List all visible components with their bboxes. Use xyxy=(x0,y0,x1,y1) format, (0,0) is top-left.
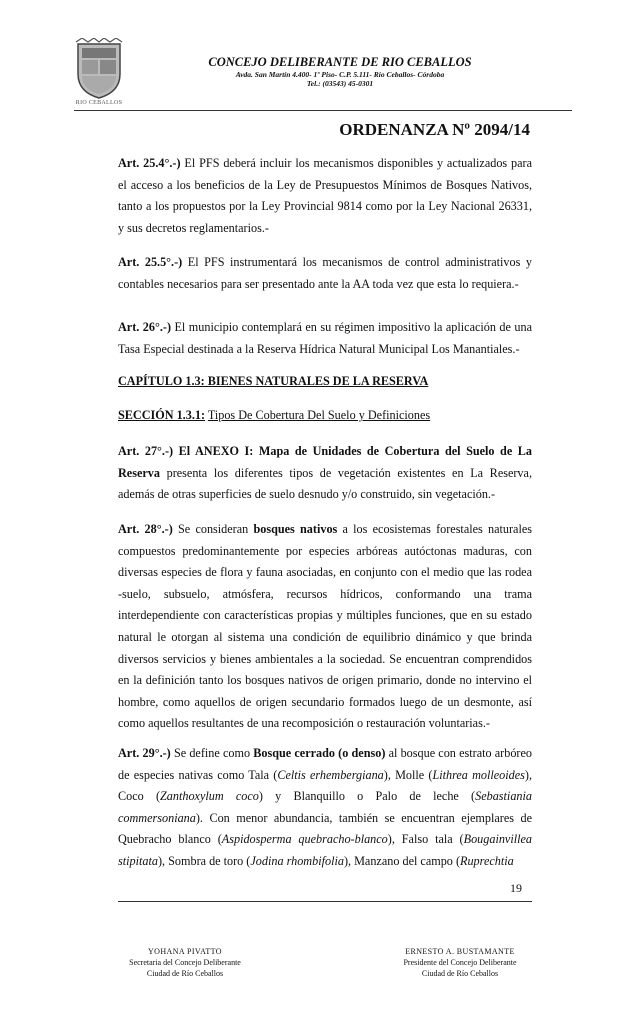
species-name: Zanthoxylum coco xyxy=(160,789,259,804)
crest-label: RIO CEBALLOS xyxy=(75,100,123,106)
article-bold-text: El ANEXO I: Mapa de Unidades de Cobertura del Suelo de La Reserva xyxy=(118,444,532,480)
species-name: Lithrea molleoides xyxy=(432,767,525,782)
article-29 xyxy=(118,743,532,873)
article-text: El PFS deberá incluir los mecanismos disponibles y actualizados para el acceso a los beneficios de la Ley de Presupuestos Mínimos de Bosques Nativos, tanto a los propuestos por la Ley Provincial 9814 como por la Ley Nacional 26331, y sus decretos reglamentarios.- xyxy=(118,156,532,235)
species-name: Aspidosperma quebracho-blanco xyxy=(221,832,388,847)
signature-block-secretary xyxy=(105,946,265,979)
article-27 xyxy=(118,441,532,506)
ordinance-title: ORDENANZA Nº 2094/14 xyxy=(339,120,530,139)
article-28 xyxy=(118,519,532,735)
article-bold-term: bosques nativos xyxy=(253,522,338,536)
article-text: El municipio contemplará en su régimen impositivo la aplicación de una Tasa Especial destinada a la Reserva Hídrica Natural Municipal Los Manantiales.- xyxy=(118,320,532,356)
signatory-place: Ciudad de Río Ceballos xyxy=(146,969,224,978)
article-26 xyxy=(118,317,532,360)
article-text: ), Sombra de toro ( xyxy=(157,853,251,868)
species-name: Celtis erhembergiana xyxy=(277,767,384,782)
article-text: ), Molle ( xyxy=(383,767,433,782)
section-title: Tipos De Cobertura Del Suelo y Definiciones xyxy=(207,408,431,422)
org-phone: Tel.: (03543) 45-0301 xyxy=(306,79,374,88)
article-bold-term: Bosque cerrado (o denso) xyxy=(253,746,386,760)
article-text-pre: Se consideran xyxy=(172,522,254,536)
species-name: Ruprechtia xyxy=(460,853,514,868)
org-name: CONCEJO DELIBERANTE DE RIO CEBALLOS xyxy=(208,55,472,69)
municipal-crest-logo xyxy=(74,38,124,100)
article-text: a los ecosistemas forestales naturales compuestos predominantemente por especies arbóreas autóctonas maduras, con diversas especies de flora y fauna asociadas, en conjunto con el medio que las rodea -suelo, subsuelo, atmósfera, recursos hídricos, conformando una trama interdependiente con características propias y múltiples funciones, que en su estado natural le otorgan al sistema una condición de equilibrio dinámico y que brinda diversos servicios y bienes ambientales a la sociedad. Se encuentran comprendidos en la definición tanto los bosques nativos de origen primario, donde no intervino el hombre, como aquellos de origen secundario formados luego de un desmonte, así como aquellos resultantes de una recomposición o restauración voluntarias.- xyxy=(118,522,532,731)
section-heading xyxy=(118,408,430,423)
page-number: 19 xyxy=(510,881,522,895)
species-name: Jodina rhombifolia xyxy=(250,853,344,868)
article-text: ), Manzano del campo ( xyxy=(343,853,461,868)
org-address: Avda. San Martín 4.400- 1º Piso- C.P. 5.111- Río Ceballos- Córdoba xyxy=(235,70,445,79)
article-25-4 xyxy=(118,153,532,239)
article-label: Art. 25.4°.-) xyxy=(118,156,181,170)
article-text-pre: Se define como xyxy=(170,746,254,760)
section-label: SECCIÓN 1.3.1: xyxy=(118,408,206,422)
article-label: Art. 27°.-) xyxy=(118,444,174,458)
article-text: ), Falso tala ( xyxy=(387,832,464,847)
article-text: El PFS instrumentará los mecanismos de control administrativos y contables necesarios para ser presentado ante la AA toda vez que esta lo requiera.- xyxy=(118,255,532,291)
signatory-place: Ciudad de Río Ceballos xyxy=(421,969,499,978)
article-text: presenta los diferentes tipos de vegetación existentes en La Reserva, además de otras superficies de suelo desnudo y/o construido, sin vegetación.- xyxy=(118,465,532,502)
article-text: ). Con menor abundancia, también se encuentran ejemplares de Quebracho blanco ( xyxy=(118,810,532,847)
article-label: Art. 28°.-) xyxy=(118,522,173,536)
article-label: Art. 26°.-) xyxy=(118,320,172,334)
article-label: Art. 29°.-) xyxy=(118,746,171,760)
signature-block-president xyxy=(380,946,540,979)
signatory-role: Secretaria del Concejo Deliberante xyxy=(129,958,241,967)
header-divider xyxy=(74,110,572,111)
species-name: Sebastiania commersoniana xyxy=(118,789,532,825)
signatory-role: Presidente del Concejo Deliberante xyxy=(403,958,517,967)
article-text: ) y Blanquillo o Palo de leche ( xyxy=(258,789,476,804)
chapter-title: CAPÍTULO 1.3: BIENES NATURALES DE LA RESERVA xyxy=(118,374,429,388)
article-25-5 xyxy=(118,252,532,295)
article-text: al bosque con estrato arbóreo de especies nativas como Tala ( xyxy=(118,746,532,782)
article-label: Art. 25.5°.-) xyxy=(118,255,183,269)
chapter-heading xyxy=(118,374,428,389)
species-name: Bougainvillea stipitata xyxy=(118,832,532,868)
article-text: ), Coco ( xyxy=(118,767,533,804)
footer-divider xyxy=(118,901,532,902)
signatory-name: YOHANA PIVATTO xyxy=(148,947,222,956)
signatory-name: ERNESTO A. BUSTAMANTE xyxy=(405,947,515,956)
